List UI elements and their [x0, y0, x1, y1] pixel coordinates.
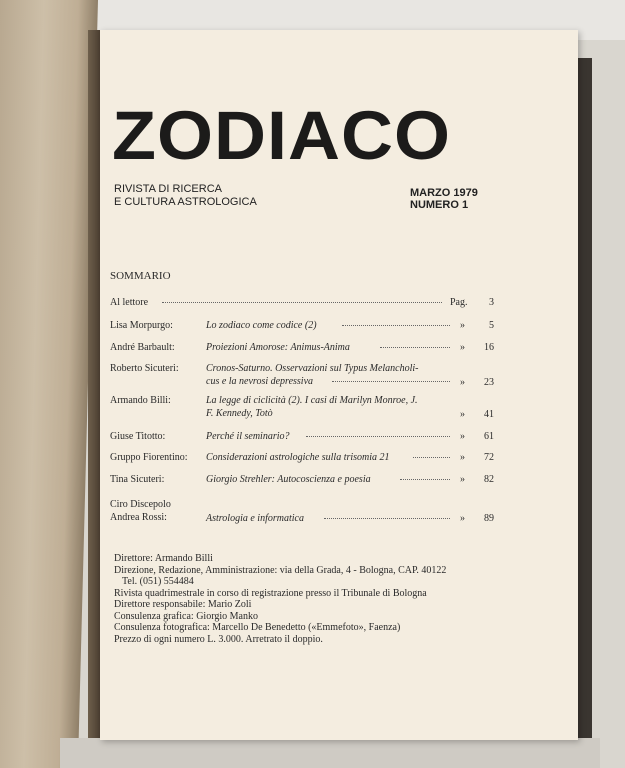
toc-title: Proiezioni Amorose: Animus-Anima — [206, 342, 350, 353]
toc-author: Tina Sicuteri: — [110, 474, 165, 485]
toc-raquo: » — [460, 452, 465, 463]
magazine-subtitle — [114, 183, 257, 209]
toc-raquo: » — [460, 431, 465, 442]
toc-author-line-1: Ciro Discepolo — [110, 499, 171, 510]
cover-edge — [578, 58, 592, 758]
subtitle-line-2: E CULTURA ASTROLOGICA — [114, 196, 257, 208]
toc-leader-dots — [342, 325, 450, 326]
toc-page: 82 — [484, 474, 494, 485]
toc-page: 5 — [489, 320, 494, 331]
credit-fotografica: Consulenza fotografica: Marcello De Benedetto («Emmefoto», Faenza) — [114, 622, 401, 633]
toc-leader-dots — [380, 347, 450, 348]
toc-page: 23 — [484, 377, 494, 388]
toc-title-line-2: cus e la nevrosi depressiva — [206, 376, 314, 387]
issue-date: MARZO 1979 — [410, 187, 478, 199]
credit-tel: Tel. (051) 554484 — [122, 576, 194, 587]
credit-registrazione: Rivista quadrimestrale in corso di registrazione presso il Tribunale di Bologna — [114, 587, 427, 599]
toc-leader-dots — [413, 457, 450, 458]
toc-leader-dots — [306, 436, 450, 437]
toc-page: 61 — [484, 431, 494, 442]
issue-number: NUMERO 1 — [410, 199, 469, 211]
toc-title-line-1: Cronos-Saturno. Osservazioni sul Typus Melancholi- — [206, 363, 419, 374]
toc-title: Perché il seminario? — [206, 431, 290, 442]
credit-responsabile: Direttore responsabile: Mario Zoli — [114, 599, 252, 610]
magazine-title: ZODIACO — [112, 98, 451, 174]
toc-author: Gruppo Fiorentino: — [110, 452, 188, 463]
credit-direzione: Direzione, Redazione, Amministrazione: via della Grada, 4 - Bologna, CAP. 40122 — [114, 564, 447, 576]
toc-author: André Barbault: — [110, 342, 175, 353]
toc-raquo: » — [460, 409, 465, 420]
toc-raquo: » — [460, 474, 465, 485]
issue-info — [410, 187, 478, 211]
toc-author-line-2: Andrea Rossi: — [110, 512, 167, 523]
toc-page: 16 — [484, 342, 494, 353]
toc-title: Lo zodiaco come codice (2) — [206, 320, 317, 331]
toc-author: Roberto Sicuteri: — [110, 363, 179, 374]
toc-page: 72 — [484, 452, 494, 463]
toc-title-line-2: F. Kennedy, Totò — [206, 408, 273, 419]
toc-page: 41 — [484, 409, 494, 420]
toc-title: Astrologia e informatica — [206, 513, 304, 524]
toc-entry — [110, 498, 492, 526]
credit-grafica: Consulenza grafica: Giorgio Manko — [114, 610, 258, 622]
toc-title: Considerazioni astrologiche sulla trisomia 21 — [206, 452, 390, 463]
toc-author: Armando Billi: — [110, 395, 171, 406]
toc-raquo: » — [460, 377, 465, 388]
toc-leader-dots — [324, 518, 450, 519]
toc-raquo: » — [460, 342, 465, 353]
toc-author: Lisa Morpurgo: — [110, 320, 173, 331]
toc-entry — [110, 362, 492, 390]
credit-direttore: Direttore: Armando Billi — [114, 553, 213, 564]
toc-title: Giorgio Strehler: Autocoscienza e poesia — [206, 474, 371, 485]
toc-page: 3 — [489, 297, 494, 308]
table-surface — [60, 738, 600, 768]
toc-title-line-1: La legge di ciclicità (2). I casi di Marilyn Monroe, J. — [206, 395, 418, 406]
sommario-heading: SOMMARIO — [110, 270, 171, 282]
subtitle-line-1: RIVISTA DI RICERCA — [114, 183, 222, 195]
toc-raquo: » — [460, 513, 465, 524]
toc-author: Giuse Titotto: — [110, 431, 166, 442]
toc-author: Al lettore — [110, 297, 149, 308]
toc-raquo: » — [460, 320, 465, 331]
toc-page: 89 — [484, 513, 494, 524]
credit-prezzo: Prezzo di ogni numero L. 3.000. Arretrato il doppio. — [114, 633, 323, 645]
toc-entry — [110, 394, 492, 422]
toc-leader-dots — [162, 302, 442, 303]
left-page-edge — [0, 0, 98, 768]
colophon — [114, 553, 446, 645]
toc-leader-dots — [332, 381, 450, 382]
toc-pag-label: Pag. — [450, 297, 468, 308]
toc-leader-dots — [400, 479, 450, 480]
